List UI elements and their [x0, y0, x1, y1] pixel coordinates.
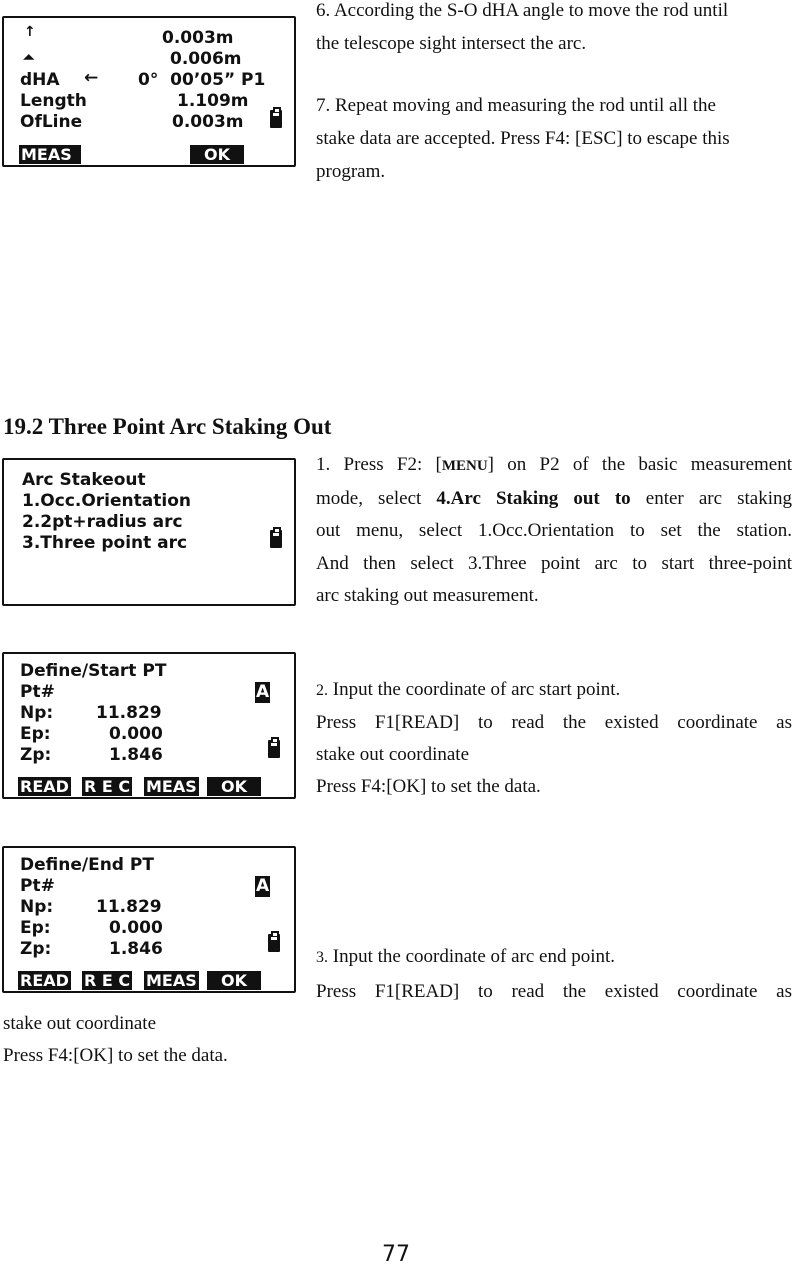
- section-heading: 19.2 Three Point Arc Staking Out: [3, 414, 332, 439]
- ep-value[interactable]: 0.000: [109, 918, 163, 938]
- np-value[interactable]: 11.829: [96, 897, 162, 917]
- step3-line1: 3. Input the coordinate of arc end point.: [316, 946, 616, 967]
- step1-line5: arc staking out measurement.: [316, 585, 539, 606]
- length-label: Length: [20, 91, 87, 111]
- zp-value[interactable]: 1.846: [109, 939, 163, 959]
- step3-line3: stake out coordinate: [3, 1013, 157, 1034]
- step2-line1: 2. Input the coordinate of arc start point.: [316, 679, 621, 700]
- softkey-meas[interactable]: MEAS: [146, 971, 197, 990]
- np-value[interactable]: 11.829: [96, 703, 162, 723]
- step7-line3: program.: [316, 161, 386, 182]
- dha-label: dHA: [20, 70, 60, 90]
- lcd-screen-stakeout-result: [2, 16, 296, 167]
- input-mode-badge: A: [256, 682, 270, 702]
- battery-icon: [268, 740, 280, 758]
- step6-line1: 6. According the S-O dHA angle to move the rod until: [316, 0, 729, 21]
- menu-item-occ-orientation[interactable]: 1.Occ.Orientation: [22, 491, 191, 511]
- screen-title: Define/End PT: [20, 855, 154, 875]
- zp-label: Zp:: [20, 939, 52, 959]
- line1-value: 0.003m: [162, 28, 234, 48]
- arrow-up-icon: ↑: [24, 24, 36, 40]
- ofline-label: OfLine: [20, 112, 83, 132]
- menu-item-three-point-arc[interactable]: 3.Three point arc: [22, 533, 188, 553]
- step3-line4: Press F4:[OK] to set the data.: [3, 1045, 228, 1066]
- softkey-meas[interactable]: MEAS: [19, 145, 81, 164]
- dha-value: 0° 00’05” P1: [138, 70, 266, 90]
- ep-label: Ep:: [20, 724, 51, 744]
- step1-line2: mode, select 4.Arc Staking out to enter arc staking: [316, 487, 792, 509]
- step2-line4: Press F4:[OK] to set the data.: [316, 776, 541, 797]
- softkey-ok[interactable]: OK: [207, 777, 261, 796]
- np-label: Np:: [20, 703, 54, 723]
- np-label: Np:: [20, 897, 54, 917]
- step1-line4: And then select 3.Three point arc to start three-point: [316, 552, 792, 574]
- step2-line2: Press F1[READ] to read the existed coordinate as: [316, 712, 792, 733]
- pt-label: Pt#: [20, 682, 55, 702]
- battery-icon: [270, 110, 282, 128]
- ep-label: Ep:: [20, 918, 51, 938]
- battery-icon: [270, 530, 282, 548]
- page-number: 77: [382, 1242, 410, 1267]
- line2-value: 0.006m: [170, 49, 242, 69]
- step7-line2: stake data are accepted. Press F4: [ESC] to escape this: [316, 128, 730, 149]
- softkey-rec[interactable]: R E C: [84, 777, 131, 796]
- step1-line3: out menu, select 1.Occ.Orientation to set the station.: [316, 520, 792, 541]
- softkey-read[interactable]: READ: [20, 777, 69, 796]
- zp-label: Zp:: [20, 745, 52, 765]
- softkey-ok[interactable]: OK: [207, 971, 261, 990]
- lcd-screen-define-end-pt: [2, 846, 296, 993]
- double-up-arrow-icon: ⏶: [23, 50, 35, 66]
- step3-line2: Press F1[READ] to read the existed coordinate as: [316, 981, 792, 1002]
- softkey-meas[interactable]: MEAS: [146, 777, 197, 796]
- step7-paragraph: [316, 89, 792, 188]
- step6-paragraph: [316, 0, 792, 60]
- step7-line1: 7. Repeat moving and measuring the rod until all the: [316, 95, 716, 116]
- softkey-rec[interactable]: R E C: [84, 971, 131, 990]
- input-mode-badge: A: [256, 876, 270, 896]
- step1-line1: 1. Press F2: [MENU] on P2 of the basic measurement: [316, 454, 792, 475]
- step2-paragraph: [316, 674, 792, 803]
- lcd-screen-arc-stakeout-menu: [2, 458, 296, 606]
- ep-value[interactable]: 0.000: [109, 724, 163, 744]
- softkey-ok[interactable]: OK: [190, 145, 244, 164]
- lcd-screen-define-start-pt: [2, 652, 296, 799]
- zp-value[interactable]: 1.846: [109, 745, 163, 765]
- arrow-left-icon: ←: [84, 68, 99, 88]
- battery-icon: [268, 934, 280, 952]
- screen-title: Define/Start PT: [20, 661, 167, 681]
- length-value: 1.109m: [177, 91, 249, 111]
- step2-line3: stake out coordinate: [316, 744, 470, 765]
- step6-line2: the telescope sight intersect the arc.: [316, 33, 587, 54]
- pt-label: Pt#: [20, 876, 55, 896]
- softkey-read[interactable]: READ: [20, 971, 69, 990]
- ofline-value: 0.003m: [172, 112, 244, 132]
- step1-paragraph: [316, 449, 792, 613]
- menu-item-2pt-radius-arc[interactable]: 2.2pt+radius arc: [22, 512, 183, 532]
- menu-key-label: MENU: [441, 458, 488, 474]
- menu-title: Arc Stakeout: [22, 470, 146, 490]
